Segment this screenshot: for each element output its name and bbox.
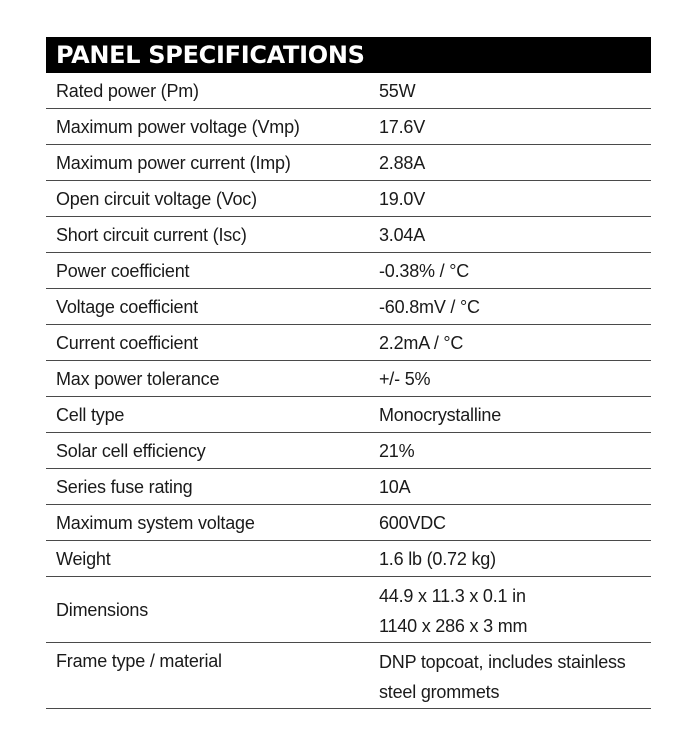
table-title: PANEL SPECIFICATIONS bbox=[46, 37, 651, 73]
spec-label: Maximum power voltage (Vmp) bbox=[56, 117, 300, 137]
spec-value bbox=[379, 581, 527, 641]
spec-value: 2.88A bbox=[379, 153, 426, 173]
spec-value-line: DNP topcoat, includes stainless bbox=[379, 652, 626, 672]
spec-label: Maximum system voltage bbox=[56, 513, 255, 533]
spec-label: Cell type bbox=[56, 405, 125, 425]
spec-label: Frame type / material bbox=[56, 651, 222, 671]
table-row bbox=[46, 541, 651, 577]
spec-label: Maximum power current (Imp) bbox=[56, 153, 291, 173]
spec-value: Monocrystalline bbox=[379, 405, 502, 425]
spec-value: 17.6V bbox=[379, 117, 426, 137]
spec-value: 3.04A bbox=[379, 225, 426, 245]
table-row bbox=[46, 73, 651, 109]
spec-label: Rated power (Pm) bbox=[56, 81, 199, 101]
spec-label: Power coefficient bbox=[56, 261, 190, 281]
spec-label: Open circuit voltage (Voc) bbox=[56, 189, 257, 209]
spec-value: 600VDC bbox=[379, 513, 446, 533]
table-row bbox=[46, 505, 651, 541]
table-row bbox=[46, 253, 651, 289]
spec-value: 19.0V bbox=[379, 189, 426, 209]
spec-value: 10A bbox=[379, 477, 411, 497]
table-row bbox=[46, 145, 651, 181]
spec-label: Solar cell efficiency bbox=[56, 441, 206, 461]
spec-label: Series fuse rating bbox=[56, 477, 193, 497]
table-row bbox=[46, 643, 651, 709]
spec-label: Dimensions bbox=[56, 600, 149, 620]
table-row bbox=[46, 181, 651, 217]
spec-value-line: 44.9 x 11.3 x 0.1 in bbox=[379, 586, 526, 606]
table-row bbox=[46, 325, 651, 361]
spec-value: 1.6 lb (0.72 kg) bbox=[379, 549, 496, 569]
spec-label: Voltage coefficient bbox=[56, 297, 198, 317]
spec-value: 21% bbox=[379, 441, 415, 461]
spec-value: +/- 5% bbox=[379, 369, 431, 389]
table-row bbox=[46, 577, 651, 643]
table-row bbox=[46, 289, 651, 325]
spec-value-line: 1140 x 286 x 3 mm bbox=[379, 616, 528, 636]
spec-label: Weight bbox=[56, 549, 111, 569]
spec-label: Max power tolerance bbox=[56, 369, 220, 389]
table-row bbox=[46, 397, 651, 433]
spec-value: -0.38% / °C bbox=[379, 261, 470, 281]
table-row bbox=[46, 469, 651, 505]
table-row bbox=[46, 217, 651, 253]
spec-value: 2.2mA / °C bbox=[379, 333, 464, 353]
table-row bbox=[46, 361, 651, 397]
spec-label: Current coefficient bbox=[56, 333, 198, 353]
spec-value: -60.8mV / °C bbox=[379, 297, 480, 317]
spec-value: 55W bbox=[379, 81, 416, 101]
specifications-table bbox=[46, 73, 651, 709]
spec-label: Short circuit current (Isc) bbox=[56, 225, 247, 245]
table-row bbox=[46, 433, 651, 469]
spec-value-line: steel grommets bbox=[379, 682, 500, 702]
table-row bbox=[46, 109, 651, 145]
spec-value bbox=[379, 647, 626, 707]
